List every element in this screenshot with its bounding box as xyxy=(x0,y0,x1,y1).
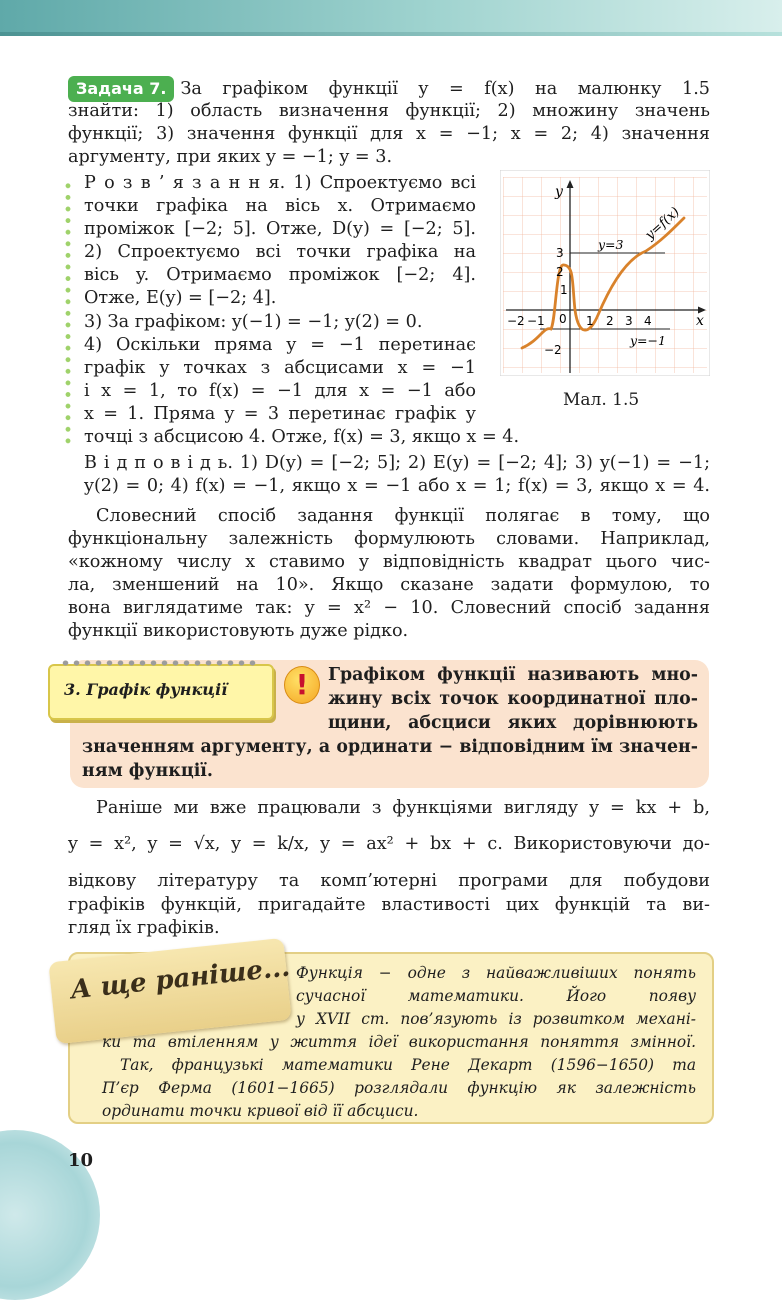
history-line-5: Так, французькі математики Рене Декарт (1596−1650) та xyxy=(120,1056,696,1074)
figure-caption: Мал. 1.5 xyxy=(563,390,640,410)
answer-line-1: В і д п о в і д ь. 1) D(y) = [−2; 5]; 2) E(y) = [−2; 4]; 3) y(−1) = −1; xyxy=(84,453,710,473)
task-line-1: Задача 7. За графіком функції y = f(x) на малюнку 1.5 xyxy=(68,76,710,102)
verbal-line-3: «кожному числу x ставимо у відповідність квадрат цього чис- xyxy=(68,552,710,572)
origin-label: 0 xyxy=(559,312,567,326)
solution-line-6: Отже, E(y) = [−2; 4]. xyxy=(84,288,277,308)
solution-line-4: 2) Спроектуємо всі точки графіка на xyxy=(84,242,476,262)
task-line-2: знайти: 1) область визначення функції; 2) множину значень xyxy=(68,101,710,121)
verbal-line-5: вона виглядатиме так: y = x² − 10. Словесний спосіб задання xyxy=(68,598,710,618)
recall-line-5: гляд їх графіків. xyxy=(68,918,220,938)
verbal-line-1: Словесний спосіб задання функції полягає в тому, що xyxy=(96,506,710,526)
recall-line-3: відкову літературу та комп’ютерні програми для побудови xyxy=(68,871,710,891)
history-title: А ще раніше... xyxy=(69,952,292,1006)
recall-line-1: Раніше ми вже працювали з функціями вигляду y = kx + b, xyxy=(96,798,710,818)
verbal-line-6: функції використовують дуже рідко. xyxy=(68,621,409,641)
x-tick-minus-2: −2 xyxy=(507,314,525,328)
task-line-3: функції; 3) значення функції для x = −1; x = 2; 4) значення xyxy=(68,124,710,144)
grid xyxy=(503,177,707,373)
verbal-line-4: ла, зменшений на 10». Якщо сказане задати формулою, то xyxy=(68,575,710,595)
history-line-1: Функція − одне з найважливіших понять xyxy=(296,964,696,982)
page-number: 10 xyxy=(68,1150,94,1171)
section-notepad xyxy=(48,664,274,720)
solution-margin-dots xyxy=(65,180,71,444)
solution-line-1: Р о з в ’ я з а н н я. 1) Спроектуємо всі xyxy=(84,173,476,193)
y-tick-2: 2 xyxy=(556,265,564,279)
history-line-6: П’єр Ферма (1601−1665) розглядали функцію як залежність xyxy=(102,1079,696,1097)
exclamation-icon: ! xyxy=(284,666,320,704)
x-axis-label: x xyxy=(696,313,704,329)
history-line-7: ординати точки кривої від її абсциси. xyxy=(102,1102,419,1120)
history-line-3: у XVII ст. пов’язують із розвитком механі- xyxy=(296,1010,696,1028)
y-tick-1: 1 xyxy=(560,283,568,297)
x-tick-3: 3 xyxy=(625,314,633,328)
x-tick-1: 1 xyxy=(586,314,594,328)
solution-line-9: графік у точках з абсцисами x = −1 xyxy=(84,358,476,378)
top-banner xyxy=(0,0,782,36)
notepad-spiral xyxy=(60,658,260,668)
solution-line-2: точки графіка на вісь x. Отримаємо xyxy=(84,196,476,216)
x-tick-4: 4 xyxy=(644,314,652,328)
history-line-2: сучасної математики. Його появу xyxy=(296,987,696,1005)
curve-label: y=f(x) xyxy=(642,204,683,243)
definition-line-1: Графіком функції називають мно- xyxy=(328,665,698,685)
solution-line-5: вісь y. Отримаємо проміжок [−2; 4]. xyxy=(84,265,476,285)
solution-line-11: x = 1. Пряма y = 3 перетинає графік у xyxy=(84,404,476,424)
definition-line-3: щини, абсциси яких дорівнюють xyxy=(328,713,698,733)
definition-line-5: ням функції. xyxy=(82,761,213,781)
definition-line-4: значенням аргументу, а ординати − відповідним їм значен- xyxy=(82,737,698,757)
recall-line-4: графіків функцій, пригадайте властивості цих функцій та ви- xyxy=(68,895,710,915)
y-tick-minus-2: −2 xyxy=(544,343,562,357)
task-line-4: аргументу, при яких y = −1; y = 3. xyxy=(68,147,393,167)
x-tick-minus-1: −1 xyxy=(527,314,545,328)
recall-line-2: y = x², y = √x, y = k/x, y = ax² + bx + c. Використовуючи до- xyxy=(68,834,710,854)
y-axis-label: y xyxy=(555,184,563,200)
solution-line-7: 3) За графіком: y(−1) = −1; y(2) = 0. xyxy=(84,312,423,332)
line-y-3-label: y=3 xyxy=(598,237,624,252)
x-tick-2: 2 xyxy=(606,314,614,328)
task-label: Задача 7. xyxy=(68,76,174,102)
y-tick-3: 3 xyxy=(556,246,564,260)
definition-line-2: жину всіх точок координатної пло- xyxy=(328,689,698,709)
answer-line-2: y(2) = 0; 4) f(x) = −1, якщо x = −1 або x = 1; f(x) = 3, якщо x = 4. xyxy=(84,476,710,496)
function-graph-figure xyxy=(500,170,710,376)
solution-line-12: точці з абсцисою 4. Отже, f(x) = 3, якщо x = 4. xyxy=(84,427,520,447)
solution-line-10: і x = 1, то f(x) = −1 для x = −1 або xyxy=(84,381,476,401)
solution-line-8: 4) Оскільки пряма y = −1 перетинає xyxy=(84,335,476,355)
verbal-line-2: функціональну залежність формулюють словами. Наприклад, xyxy=(68,529,710,549)
section-title: 3. Графік функції xyxy=(64,680,228,699)
solution-line-3: проміжок [−2; 5]. Отже, D(y) = [−2; 5]. xyxy=(84,219,476,239)
history-line-4: ки та втіленням у життя ідеї використання поняття змінної. xyxy=(102,1033,696,1051)
line-y-minus-1-label: y=−1 xyxy=(630,333,666,348)
